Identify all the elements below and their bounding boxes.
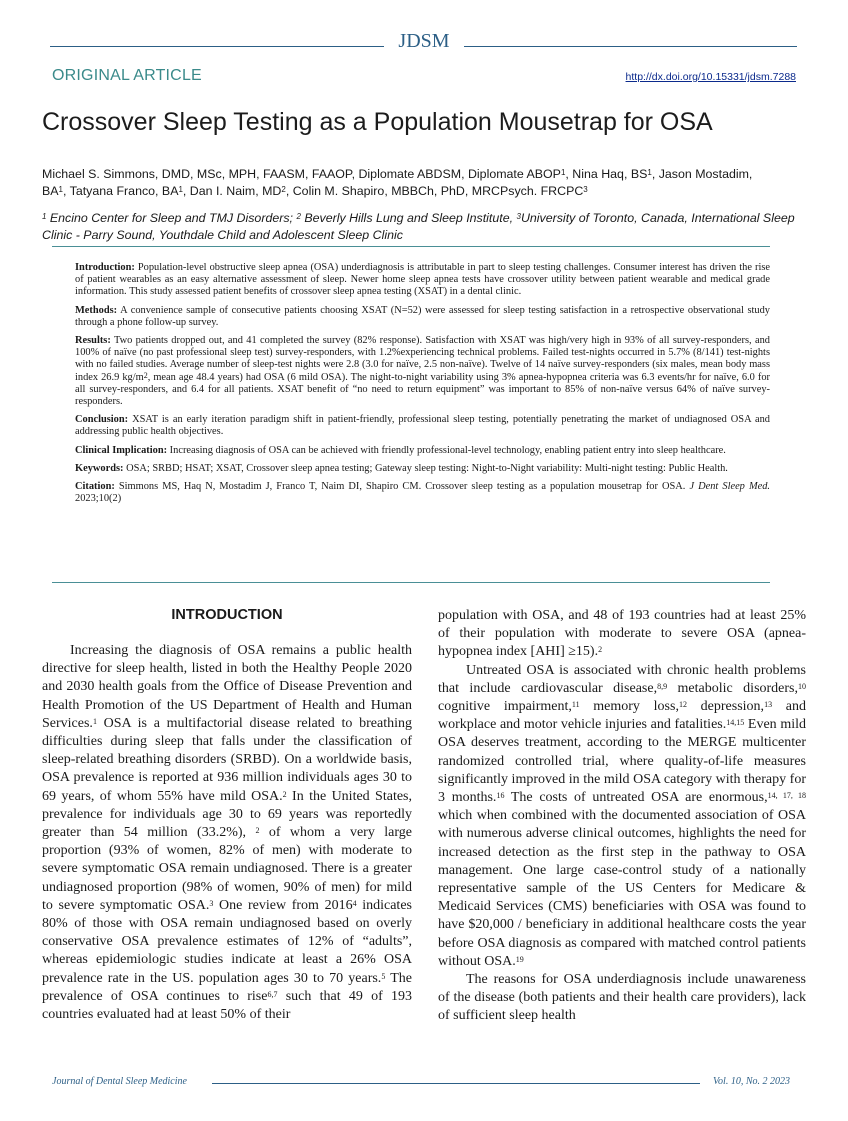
journal-name: JDSM <box>398 30 450 52</box>
article-title: Crossover Sleep Testing as a Population Mousetrap for OSA <box>42 108 713 136</box>
abstract-bottom-rule <box>52 582 770 583</box>
intro-paragraph-1-cont: population with OSA, and 48 of 193 countries had at least 25% of their population with moderate to severe OSA (apnea-hypopnea index [AHI] ≥15).$^2$ <box>438 608 806 660</box>
abstract-methods: Methods: A convenience sample of consecutive patients choosing XSAT (N=52) were assessed for sleep testing satisfaction in a retrospective observational study through a phone follow-up survey. <box>75 304 770 328</box>
author-list: Michael S. Simmons, DMD, MSc, MPH, FAASM, FAAOP, Diplomate ABDSM, Diplomate ABOP$^1$, Nina Haq, $BS^1$, Jason Mostadim, $BA^1$, Tatyana Franco, $BA^1$, Dan I. Naim, $MD^2$, Colin M. Shapiro, MBBCh, PhD, MRCPsych. FRCPC$^3$ <box>42 167 753 198</box>
doi-link[interactable]: http://dx.doi.org/10.15331/jdsm.7288 <box>625 71 796 83</box>
intro-paragraph-2: Untreated OSA is associated with chronic health problems that include cardiovascular disease,$^{8,9}$ metabolic disorders,$^{10}$ cognitive impairment,$^{11}$ memory loss,$^{12}$ depression,$^{13}$ and workplace and motor vehicle injuries and fatalities.$^{14,15}$ Even mild OSA deserves treatment, according to the MERGE multicenter randomized controlled trial, where quality-of-life measures significantly improved in the mild OSA category with therapy for 3 months.$^{16}$ The costs of untreated OSA are enormous,$^{14, 17, 18}$ which when combined with the documented association of OSA with numerous adverse clinical outcomes, highlights the need for increased detection as the first step in the pathway to OSA management. One large case-control study of a nationally representative sample of the US Centers for Medicare & Medicaid Services (CMS) beneficiaries with OSA was found to have $20,000 / beneficiary in additional healthcare costs the year before OSA diagnosis as compared with matched control patients without OSA.$^{19}$ <box>438 662 807 969</box>
intro-paragraph-1: Increasing the diagnosis of OSA remains a public health directive for sleep health, listed in both the Healthy People 2020 and 2030 health goals from the Office of Disease Prevention and Health Promotion of the US Department of Health and Human Services.$^1$ OSA is a multifactorial disease related to breathing difficulties during sleep that falls under the classification of sleep-related breathing disorders (SRBD). On a worldwide basis, OSA prevalence is reported at 936 million individuals ages 30 to 69 years, of whom 55% have mild OSA.$^2$ In the United States, prevalence for individuals age 30 to 69 years was reportedly greater than 54 million (33.2%), $^2$ of whom a very large proportion (93% of women, 82% of men) with moderate to severe symptomatic OSA remain undiagnosed. There is a greater undiagnosed proportion (98% of women, 90% of men) for mild to severe symptomatic OSA.$^3$ One review from 2016$^4$ indicates 80% of those with OSA remain undiagnosed based on overly conservative OSA prevalence estimates of 12% of “adults”, whereas epidemiologic studies indicate at least a 26% OSA prevalence rate in the US. population ages 30 to 70 years.$^5$ The prevalence of OSA continues to rise$^{6,7}$ such that 49 of 193 countries evaluated had at least 50% of their <box>42 643 413 1023</box>
affiliations: $^1$ Encino Center for Sleep and TMJ Disorders; $^2$ Beverly Hills Lung and Sleep Institute, $^3$University of Toronto, Canada, International Sleep Clinic - Parry Sound, Youthdale Child and Adolescent Sleep Clinic <box>42 211 795 242</box>
header-rule-left <box>50 46 384 47</box>
abstract-citation: Citation: Simmons MS, Haq N, Mostadim J, Franco T, Naim DI, Shapiro CM. Crossover sleep testing as a population mousetrap for OSA. J Dent Sleep Med. 2023;10(2) <box>75 481 770 505</box>
footer-rule <box>212 1083 700 1084</box>
abstract-conclusion: Conclusion: XSAT is an early iteration paradigm shift in patient-friendly, professional sleep testing, potentially penetrating the market of undiagnosed OSA and addressing public health objectives. <box>75 414 770 438</box>
intro-paragraph-3: The reasons for OSA underdiagnosis include unawareness of the disease (both patients and their health care providers), lack of sufficient sleep health <box>438 972 806 1024</box>
footer-volume: Vol. 10, No. 2 2023 <box>713 1076 790 1087</box>
right-column-text <box>438 607 806 1026</box>
journal-header <box>0 28 848 58</box>
abstract-introduction: Introduction: Population-level obstructive sleep apnea (OSA) underdiagnosis is attributable in part to sleep testing challenges. Consumer interest has driven the rise of patient wearables as an easy alternative assessment of sleep. Newer home sleep apnea tests have crossover utility between patient wearable and medical grade information. This study assessed patient benefits of crossover sleep apnea testing (XSAT) in a dental clinic. <box>75 262 770 298</box>
header-rule-right <box>464 46 797 47</box>
introduction-heading: INTRODUCTION <box>171 607 283 623</box>
article-type: ORIGINAL ARTICLE <box>52 67 202 84</box>
footer-journal-name: Journal of Dental Sleep Medicine <box>52 1076 187 1087</box>
abstract-results: Results: Two patients dropped out, and 41 completed the survey (82% response). Satisfaction with XSAT was high/very high in 93% of all survey-responders, and 100% of naïve (no past professional sleep test) survey-responders, with 1.2%experiencing technical problems. Failed test-nights occurred in 5.7% (8/141) test-nights with no failed studies. Average number of sleep-test nights were 2.8 (3.0 for naïve, 2.5 non-naïve). Twelve of 14 naïve survey-responders (six males, mean body mass index 26.9 $kg/m^2$, mean age 48.4 years) had OSA (6 mild OSA). The night-to-night variability using 3% apnea-hypopnea criteria was 6.3 events/hr for naïve, 6.0 for all survey-responders, and 6.4 for all patients. XSAT benefit of “no need to return equipment” was important to 85% of non-naïve versus 64% of naïve survey-responders. <box>75 335 770 408</box>
abstract <box>75 262 770 511</box>
left-column-text <box>42 642 412 1024</box>
page-footer <box>0 1074 848 1094</box>
abstract-top-rule <box>52 246 770 247</box>
abstract-keywords: Keywords: OSA; SRBD; HSAT; XSAT, Crossover sleep apnea testing; Gateway sleep testing: Night-to-Night variability: Multi-night testing: Public Health. <box>75 462 728 474</box>
abstract-clinical-implication: Clinical Implication: Increasing diagnosis of OSA can be achieved with friendly professional-level technology, enabling patient entry into sleep healthcare. <box>75 444 726 456</box>
